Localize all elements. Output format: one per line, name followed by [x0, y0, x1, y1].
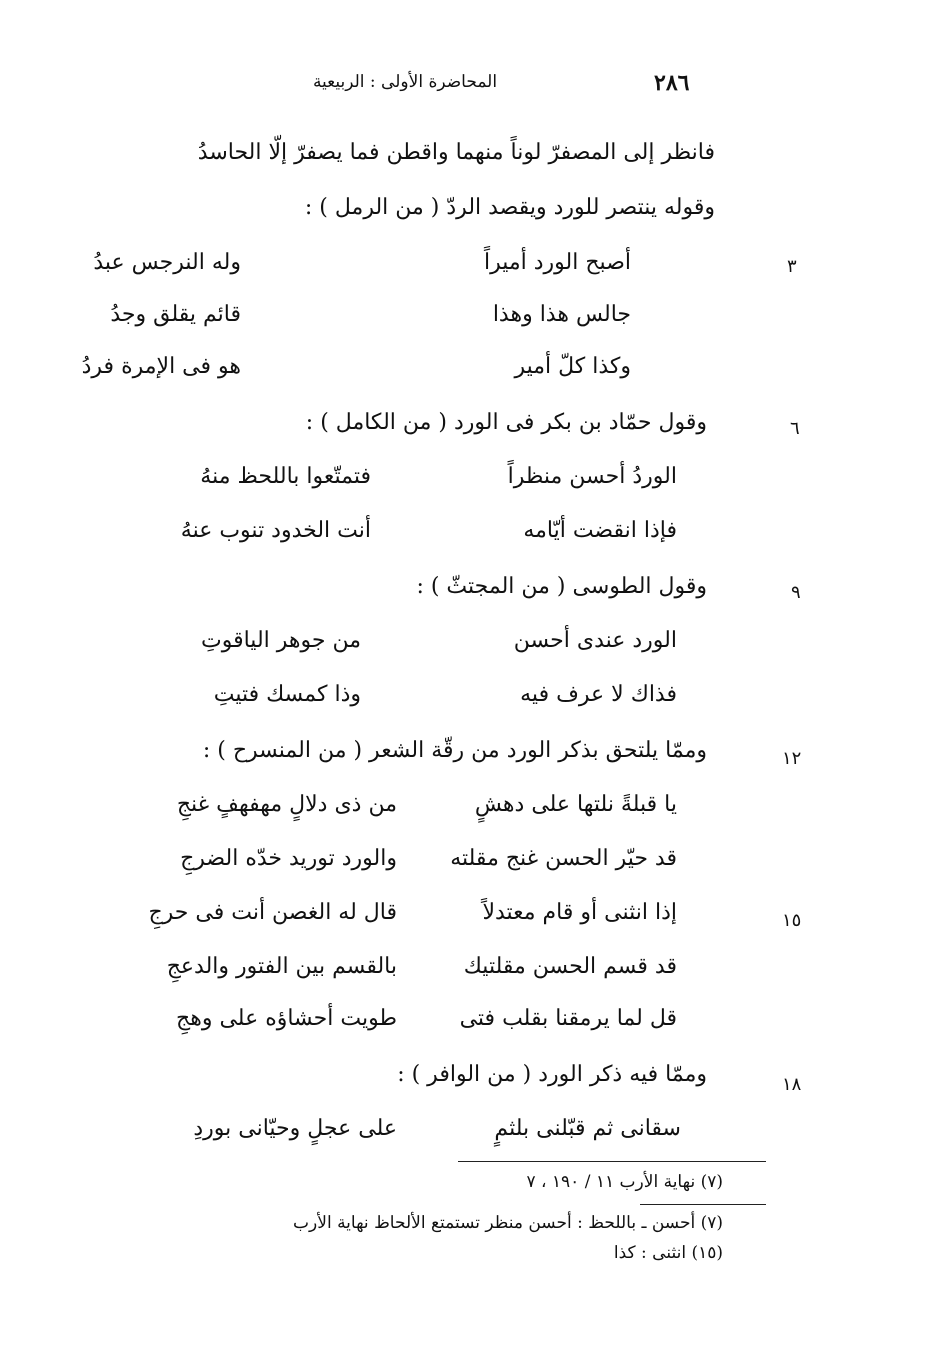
- verse-right-hemistich: جالس هذا وهذا: [492, 302, 631, 327]
- verse-right-hemistich: قل لما يرمقنا بقلب فتى: [459, 1006, 677, 1031]
- verse-number: ١٢: [782, 748, 802, 769]
- verse-left-hemistich: وذا كمسك فتيتِ: [213, 682, 361, 707]
- verse-number: ٩: [791, 582, 801, 603]
- verse-right-hemistich: وكذا كلّ أمير: [514, 354, 631, 379]
- verse-number: ١٨: [782, 1074, 802, 1095]
- intro-line: وقول حمّاد بن بكر فى الورد ( من الكامل ) :: [305, 410, 707, 435]
- intro-line: وقوله ينتصر للورد ويقصد الردّ ( من الرمل ) :: [304, 195, 715, 220]
- verse-left-hemistich: بالقسم بين الفتور والدعجِ: [166, 954, 397, 979]
- running-header: المحاضرة الأولى : الربيعية: [312, 72, 498, 92]
- verse-left-hemistich: والورد توريد خدّه الضرجِ: [180, 846, 397, 871]
- footnote: (١٥) انثنى : كذا: [613, 1243, 723, 1263]
- verse-left-hemistich: من جوهر الياقوتِ: [201, 628, 361, 653]
- intro-line: وممّا فيه ذكر الورد ( من الوافر ) :: [397, 1062, 707, 1087]
- verse-number: ١٥: [782, 910, 802, 931]
- intro-line: وممّا يلتحق بذكر الورد من رقّة الشعر ( من المنسرح ) :: [202, 738, 707, 763]
- verse-right-hemistich: أصبح الورد أميراً: [483, 250, 631, 275]
- verse-left-hemistich: قال له الغصن أنت فى حرجِ: [148, 900, 397, 925]
- verse-right-hemistich: سقانى ثم قبّلنى بلثمٍ: [494, 1116, 681, 1141]
- verse-right-hemistich: الورد عندى أحسن: [513, 628, 677, 653]
- verse-left-hemistich: على عجلٍ وحيّانى بوردِ: [193, 1116, 397, 1141]
- verse-left-hemistich: فتمتّعوا باللحظ منهُ: [200, 464, 371, 489]
- footnote: (٧) نهاية الأرب ١١ / ١٩٠ ، ٧: [526, 1172, 723, 1192]
- page-number: ٢٨٦: [654, 70, 690, 96]
- verse-left-hemistich: أنت الخدود تنوب عنهُ: [180, 518, 371, 543]
- verse-number: ٣: [787, 256, 797, 277]
- footnote-divider: [640, 1204, 766, 1205]
- verse-right-hemistich: فذاك لا عرف فيه: [520, 682, 677, 707]
- opening-verse-line: فانظر إلى المصفرّ لوناً منهما واقطن فما يصفرّ إلّا الحاسدُ: [197, 140, 715, 165]
- verse-right-hemistich: فإذا انقضت أيّامه: [523, 518, 677, 543]
- verse-left-hemistich: قائم يقلق وجدُ: [110, 302, 241, 327]
- intro-line: وقول الطوسى ( من المجتثّ ) :: [416, 574, 707, 599]
- verse-left-hemistich: من ذى دلالٍ مهفهفٍ غنجِ: [176, 792, 397, 817]
- verse-left-hemistich: طويت أحشاؤه على وهجِ: [176, 1006, 397, 1031]
- verse-right-hemistich: قد قسم الحسن مقلتيك: [463, 954, 677, 979]
- verse-left-hemistich: وله النرجس عبدُ: [93, 250, 241, 275]
- verse-right-hemistich: الوردُ أحسن منظراً: [507, 464, 677, 489]
- verse-number: ٦: [790, 418, 800, 439]
- verse-left-hemistich: هو فى الإمرة فردُ: [81, 354, 241, 379]
- footnote: (٧) أحسن ـ باللحظ : أحسن منظر تستمتع الألحاظ نهاية الأرب: [293, 1213, 723, 1233]
- verse-right-hemistich: قد حيّر الحسن غنج مقلته: [450, 846, 677, 871]
- footnote-divider: [458, 1161, 766, 1162]
- verse-right-hemistich: يا قبلةً نلتها على دهشٍ: [474, 792, 677, 817]
- verse-right-hemistich: إذا انثنى أو قام معتدلاً: [482, 900, 677, 925]
